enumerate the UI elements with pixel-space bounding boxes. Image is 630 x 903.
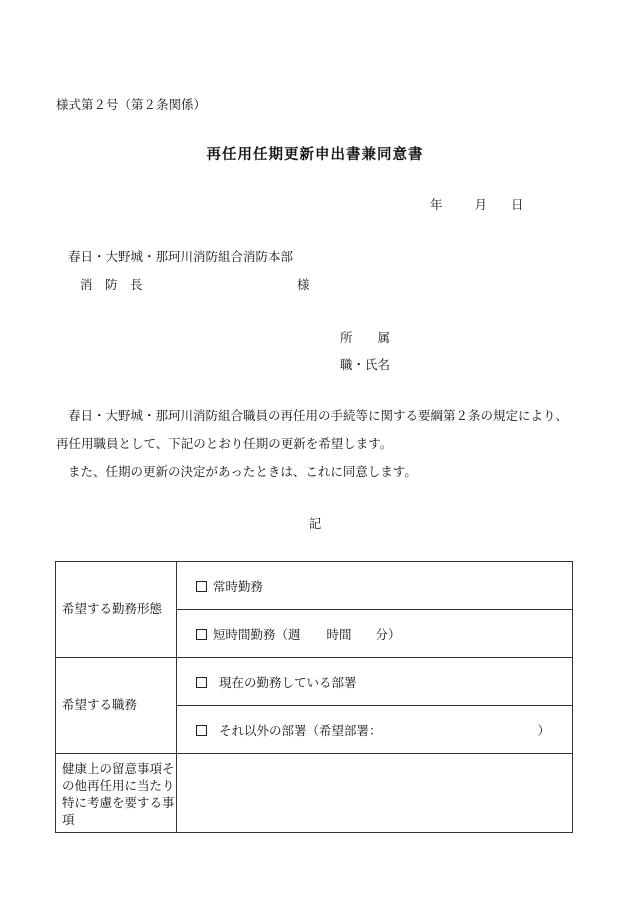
- applicant-name-label: 職・氏名: [340, 357, 391, 372]
- addressee-chief: 消 防 長: [80, 277, 143, 292]
- form-number: 様式第２号（第２条関係）: [56, 97, 207, 112]
- work-form-label: 希望する勤務形態: [56, 562, 177, 658]
- parttime-minutes-unit: 分）: [375, 626, 401, 642]
- body-text-line-2: 再任用職員として、下記のとおり任期の更新を希望します。: [56, 436, 393, 451]
- date-year-label: 年: [430, 197, 443, 212]
- checkbox-icon[interactable]: [196, 725, 207, 736]
- duty-option-other[interactable]: [177, 706, 573, 754]
- notes-field[interactable]: [177, 754, 573, 833]
- parttime-hours-unit: 時間: [326, 626, 352, 642]
- checkbox-icon[interactable]: [196, 581, 207, 592]
- addressee-honorific: 様: [297, 277, 310, 292]
- date-month-label: 月: [474, 197, 488, 212]
- work-form-option-parttime[interactable]: [177, 610, 573, 658]
- duty-option-current[interactable]: [177, 658, 573, 706]
- work-form-option-fulltime[interactable]: [177, 562, 573, 610]
- applicant-affiliation-label: 所 属: [340, 330, 391, 345]
- duty-label: 希望する職務: [56, 658, 177, 754]
- parttime-prefix: 短時間勤務（週: [213, 626, 301, 642]
- duty-option-other-suffix: ）: [537, 722, 551, 738]
- ki-heading: 記: [308, 516, 322, 531]
- checkbox-icon[interactable]: [196, 629, 207, 640]
- checkbox-icon[interactable]: [196, 677, 207, 688]
- request-table: [55, 561, 573, 833]
- date-day-label: 日: [511, 197, 524, 212]
- date-line: [430, 199, 524, 212]
- body-text-line-1: 春日・大野城・那珂川消防組合職員の再任用の手続等に関する要綱第２条の規定により、: [68, 408, 569, 423]
- duty-option-current-label: 現在の勤務している部署: [219, 674, 357, 690]
- addressee-organization: 春日・大野城・那珂川消防組合消防本部: [68, 249, 294, 264]
- body-text-line-3: また、任期の更新の決定があったときは、これに同意します。: [68, 464, 417, 479]
- work-form-option-fulltime-label: 常時勤務: [213, 578, 264, 594]
- document-title: 再任用任期更新申出書兼同意書: [206, 146, 424, 163]
- notes-label: 健康上の留意事項その他再任用に当たり特に考慮を要する事項: [56, 754, 177, 833]
- duty-option-other-prefix: それ以外の部署（希望部署：: [219, 722, 382, 738]
